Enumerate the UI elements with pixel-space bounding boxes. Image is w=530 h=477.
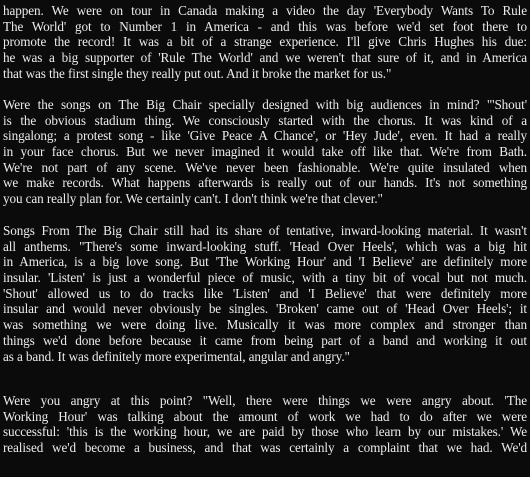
text-line: you can really plan for. We certainly can't. I don't think we're that clever." xyxy=(3,191,383,207)
text-line: he was a big supporter of 'Rule The World' and we weren't that sure of it, and in America xyxy=(3,50,527,66)
text-line: is the obvious stadium thing. We consciously started with the chorus. It was kind of a xyxy=(3,112,527,128)
text-line: in America, is a big love song. But 'The Working Hour' and 'I Believe' are definitely more xyxy=(3,254,527,270)
paragraph-angry-at-this-point xyxy=(3,393,527,456)
text-line: that was the first single they really put out. And it broke the market for us." xyxy=(3,65,392,81)
text-line: in your face chorus. But we never imagined it would take off like that. We're from Bath. xyxy=(3,144,527,160)
text-line: promote the record! It was a bit of a strange experience. I'll give Chris Hughes his due: xyxy=(3,34,527,50)
paragraph-tour-in-canada xyxy=(3,3,527,81)
text-line: Were you angry at this point? "Well, there were things we were angry about. 'The xyxy=(3,393,527,408)
text-line: 'Shout' allowed us to do tracks like 'Listen' and 'I Believe' that were definitely more xyxy=(3,285,527,301)
paragraph-inward-looking-material xyxy=(3,223,527,364)
text-line: was something we were doing live. Musically it was more complex and stronger than xyxy=(3,317,527,333)
paragraph-big-audiences xyxy=(3,97,527,207)
text-line: insular and would never obviously be singles. 'Broken' came out of 'Head Over Heels'; it xyxy=(3,301,527,317)
text-line: Songs From The Big Chair still had its share of tentative, inward-looking material. It wasn't xyxy=(3,223,527,238)
text-line: The World' got to Number 1 in America - and this was before we'd set foot there to xyxy=(3,18,527,34)
text-line: successful: 'this is the working hour, we are paid by those who learn by our mistakes.' We xyxy=(3,424,527,440)
text-line: Working Hour' was talking about the amount of work we had to do after we were xyxy=(3,408,527,424)
text-line: as a band. It was definitely more experimental, angular and angry." xyxy=(3,348,350,364)
text-line: insular. 'Listen' is just a wonderful piece of music, with a tiny bit of vocal but not much. xyxy=(3,270,527,286)
text-line: realised we'd become a business, and that was certainly a complaint that we had. We'd xyxy=(3,440,527,456)
text-line: we make records. What happens afterwards is really out of our hands. It's not something xyxy=(3,175,527,191)
text-line: things we'd done before because it came from being part of a band and working it out xyxy=(3,332,527,348)
text-line: singalong; a protest song - like 'Give Peace A Chance', or 'Hey Jude', even. It had a really xyxy=(3,128,527,144)
text-line: We're not part of any scene. We've never been fashionable. We're quite insulated when xyxy=(3,159,527,175)
text-line: Were the songs on The Big Chair specially designed with big audiences in mind? "'Shout' xyxy=(3,97,527,112)
text-line: happen. We were on tour in Canada making a video the day 'Everybody Wants To Rule xyxy=(3,3,527,18)
text-line: all anthems. "There's some inward-looking stuff. 'Head Over Heels', which was a big hit xyxy=(3,238,527,254)
